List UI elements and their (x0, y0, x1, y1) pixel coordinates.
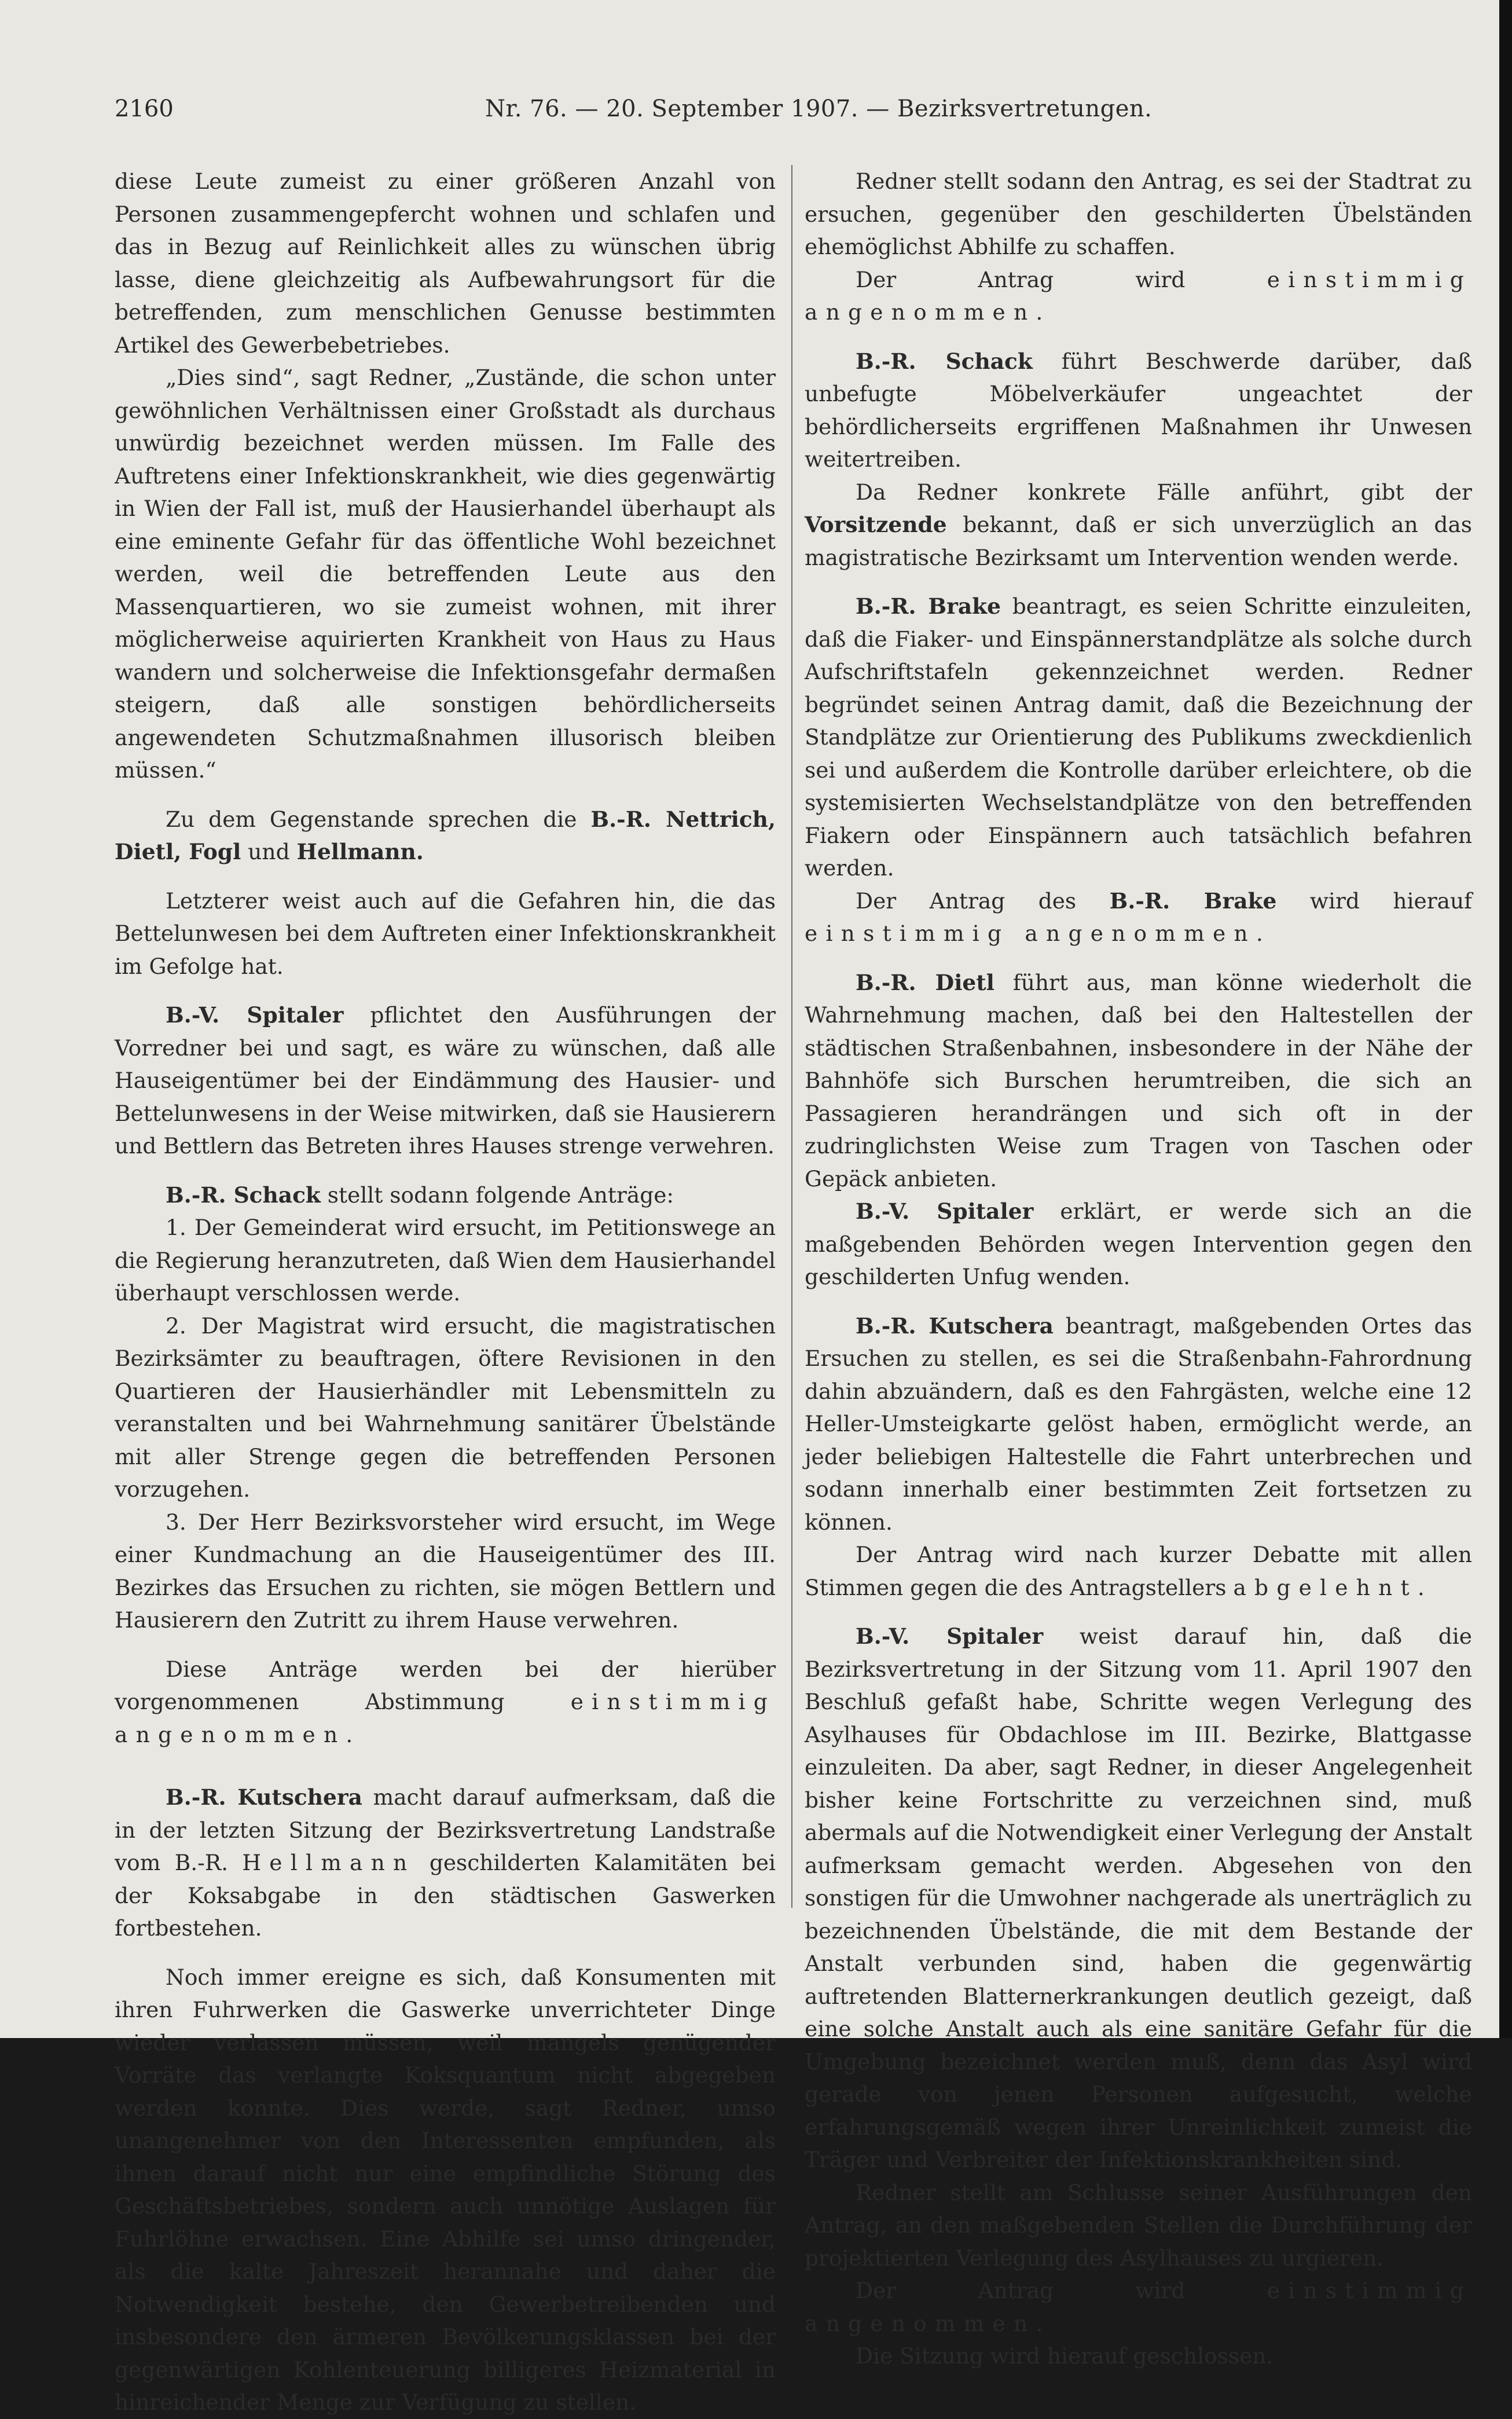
left-column (115, 165, 776, 2419)
motion-item-1: 1. Der Gemeinderat wird ersucht, im Petitionswege an die Regierung heranzutreten, daß Wien dem Hausierhandel überhaupt verschlossen werde. (115, 1215, 776, 1306)
paragraph-schack-complaint: B.-R. Schack führt Beschwerde darüber, daß unbefugte Möbelverkäufer ungeachtet der behördlicherseits ergriffenen Maßnahmen ihr Unwesen weitertreiben. (805, 348, 1472, 472)
speaker-name: B.-V. Spitaler (856, 1198, 1034, 1224)
paragraph-quote: „Dies sind“, sagt Redner, „Zustände, die schon unter gewöhnlichen Verhältnissen einer Großstadt als durchaus unwürdig bezeichnet werden müssen. Im Falle des Auftretens einer Infektionskrankheit, wie dies gegenwärtig in Wien der Fall ist, muß der Hausierhandel überhaupt als eine eminente Gefahr für das öffentliche Wohl bezeichnet werden, weil die betreffenden Leute aus den Massenquartieren, wo sie zumeist wohnen, mit ihrer möglicherweise aquirierten Krankheit von Haus zu Haus wandern und solcherweise die Infektionsgefahr dermaßen steigern, daß alle sonstigen behördlicherseits angewendeten Schutzmaßnahmen illusorisch bleiben müssen.“ (115, 365, 776, 783)
speaker-name: B.-R. Brake (1109, 888, 1277, 914)
paragraph-lodging: diese Leute zumeist zu einer größeren Anzahl von Personen zusammengepfercht wohnen und schlafen und das in Bezug auf Reinlichkeit alles zu wünschen übrig lasse, diene gleichzeitig als Aufbewahrungsort für die betreffenden, zum menschlichen Genusse bestimmten Artikel des Gewerbebetriebes. (115, 168, 776, 358)
speaker-name: Vorsitzende (805, 512, 947, 537)
paragraph-speakers: Zu dem Gegenstande sprechen die B.-R. Nettrich, Dietl, Fogl und Hellmann. (115, 806, 776, 864)
speaker-name: B.-V. Spitaler (856, 1623, 1044, 1649)
paragraph-spitaler-reply: B.-V. Spitaler erklärt, er werde sich an die maßgebenden Behörden wegen Intervention gegen den geschilderten Unfug wenden. (805, 1198, 1472, 1289)
page-number: 2160 (115, 96, 174, 122)
running-title: Nr. 76. — 20. September 1907. — Bezirksvertretungen. (485, 96, 1153, 122)
motion-item-2: 2. Der Magistrat wird ersucht, die magistratischen Bezirksämter zu beauftragen, öftere Revisionen in den Quartieren der Hausierhändler mit Lebensmitteln zu veranstalten und bei Wahrnehmung sanitärer Übelstände mit aller Strenge gegen die betreffenden Personen vorzugehen. (115, 1313, 776, 1502)
paragraph-begging: Letzterer weist auch auf die Gefahren hin, die das Bettelunwesen bei dem Auftreten einer Infektionskrankheit im Gefolge hat. (115, 888, 776, 979)
paragraph-schack-motions: B.-R. Schack stellt sodann folgende Anträge: (166, 1182, 674, 1208)
paragraph-coke: Noch immer ereigne es sich, daß Konsumenten mit ihren Fuhrwerken die Gaswerke unverrichteter Dinge wieder verlassen müssen, weil mangels genügender Vorräte das verlangte Koksquantum nicht abgegeben werden konnte. Dies werde, sagt Redner, umso unangenehmer von den Interessenten empfunden, als ihnen darauf nicht nur eine empfindliche Störung des Geschäftsbetriebes, sondern auch unnötige Auslagen für Fuhrlöhne erwachsen. Eine Abhilfe sei umso dringender, als die kalte Jahreszeit herannahe und daher die Notwendigkeit bestehe, den Gewerbetreibenden und insbesondere den ärmeren Bevölkerungsklassen bei der gegenwärtigen Kohlenteuerung billigeres Heizmaterial in hinreichender Menge zur Verfügung zu stellen. (115, 1964, 776, 2415)
speaker-name: B.-R. Schack (166, 1182, 321, 1208)
right-column (805, 165, 1472, 2373)
vote-result: abgelehnt. (1233, 1574, 1433, 1600)
speaker-name: Hellmann. (296, 839, 424, 864)
paragraph-kutschera: B.-R. Kutschera macht darauf aufmerksam, daß die in der letzten Sitzung der Bezirksvertretung Landstraße vom B.-R. Hellmann geschilderten Kalamitäten bei der Koksabgabe in den städtischen Gaswerken fortbestehen. (115, 1784, 776, 1941)
paragraph-vote: Der Antrag wird einstimmig angenommen. (805, 266, 1472, 325)
column-divider (791, 165, 792, 1908)
vote-result: einstimmig angenommen. (805, 2278, 1472, 2336)
speaker-name: B.-R. Brake (856, 593, 1001, 619)
speaker-names: B.-R. Nettrich, Dietl, Fogl (115, 806, 776, 864)
speaker-name: B.-R. Kutschera (166, 1784, 362, 1810)
vote-result: einstimmig angenommen. (115, 1689, 776, 1747)
speaker-name: B.-R. Kutschera (856, 1313, 1054, 1339)
paragraph-vote: Der Antrag wird nach kurzer Debatte mit allen Stimmen gegen die des Antragstellers abgelehnt. (805, 1542, 1472, 1600)
paragraph-vote: Der Antrag wird einstimmig angenommen. (805, 2278, 1472, 2336)
paragraph-dietl: B.-R. Dietl führt aus, man könne wiederholt die Wahrnehmung machen, daß bei den Haltestellen der städtischen Straßenbahnen, insbesondere in der Nähe der Bahnhöfe sich Burschen herumtreiben, die sich an Passagieren herandrängen und sich oft in der zudringlichsten Weise zum Tragen von Taschen oder Gepäck anbieten. (805, 969, 1472, 1192)
speaker-name: B.-V. Spitaler (166, 1002, 344, 1028)
paragraph-chairman: Da Redner konkrete Fälle anführt, gibt der Vorsitzende bekannt, daß er sich unverzüglich an das magistratische Bezirksamt um Intervention wenden werde. (805, 479, 1472, 570)
paragraph-vote: Der Antrag des B.-R. Brake wird hierauf einstimmig angenommen. (805, 888, 1473, 946)
paragraph-spitaler: B.-V. Spitaler pflichtet den Ausführungen der Vorredner bei und sagt, es wäre zu wünschen, daß alle Hauseigentümer bei der Eindämmung des Hausier- und Bettelunwesens in der Weise mitwirken, daß sie Hausierern und Bettlern das Betreten ihres Hauses strenge verwehren. (115, 1002, 776, 1159)
paragraph-closing: Die Sitzung wird hierauf geschlossen. (856, 2343, 1274, 2369)
paragraph-asylum: B.-V. Spitaler weist darauf hin, daß die Bezirksvertretung in der Sitzung vom 11. April 1907 den Beschluß gefaßt habe, Schritte wegen Verlegung des Asylhauses für Obdachlose im III. Bezirke, Blattgasse einzuleiten. Da aber, sagt Redner, in dieser Angelegenheit bisher keine Fortschritte zu verzeichnen sind, muß abermals auf die Notwendigkeit einer Verlegung der Anstalt aufmerksam gemacht werden. Abgesehen von den sonstigen für die Umwohner nachgerade als unerträglich zu bezeichnenden Übelstände, die mit dem Bestande der Anstalt verbunden sind, haben die gegenwärtig auftretenden Blatternerkrankungen deutlich gezeigt, daß eine solche Anstalt auch als eine sanitäre Gefahr für die Umgebung bezeichnet werden muß, denn das Asyl wird gerade von jenen Personen aufgesucht, welche erfahrungsgemäß wegen ihrer Unreinlichkeit zumeist die Träger und Verbreiter der Infektionskrankheiten sind. (805, 1623, 1472, 2172)
speaker-name: B.-R. Dietl (856, 969, 994, 995)
motion-item-3: 3. Der Herr Bezirksvorsteher wird ersucht, im Wege einer Kundmachung an die Hauseigentümer des III. Bezirkes das Ersuchen zu richten, sie mögen Bettlern und Hausierern den Zutritt zu ihrem Hause verwehren. (115, 1509, 776, 1633)
paragraph-motion-stadtrat: Redner stellt sodann den Antrag, es sei der Stadtrat zu ersuchen, gegenüber den geschilderten Übelständen ehemöglichst Abhilfe zu schaffen. (805, 168, 1472, 259)
speaker-name: B.-R. Schack (856, 348, 1033, 374)
paragraph-vote: Diese Anträge werden bei der hierüber vorgenommenen Abstimmung einstimmig angenommen. (115, 1656, 776, 1747)
vote-result: einstimmig angenommen. (805, 266, 1472, 325)
vote-result: einstimmig angenommen. (805, 921, 1271, 946)
scan-border (1499, 0, 1512, 2038)
paragraph-brake: B.-R. Brake beantragt, es seien Schritte einzuleiten, daß die Fiaker- und Einspännerstandplätze als solche durch Aufschriftstafeln gekennzeichnet werden. Redner begründet seinen Antrag damit, daß die Bezeichnung der Standplätze zur Orientierung des Publikums zweckdienlich sei und außerdem die Kontrolle darüber erleichtere, ob die systemisierten Wechselstandplätze von den betreffenden Fiakern oder Einspännern auch tatsächlich befahren werden. (805, 593, 1472, 881)
paragraph-kutschera-motion: B.-R. Kutschera beantragt, maßgebenden Ortes das Ersuchen zu stellen, es sei die Straßenbahn-Fahrordnung dahin abzuändern, daß es den Fahrgästen, welche eine 12 Heller-Umsteigkarte gelöst haben, ermöglicht werde, an jeder beliebigen Haltestelle die Fahrt unterbrechen und sodann innerhalb einer bestimmten Zeit fortsetzen zu können. (805, 1313, 1472, 1535)
paragraph-asylum-motion: Redner stellt am Schlusse seiner Ausführungen den Antrag, an den maßgebenden Stellen die Durchführung der projektierten Verlegung des Asylhauses zu urgieren. (805, 2179, 1472, 2271)
page-header (115, 91, 1153, 126)
